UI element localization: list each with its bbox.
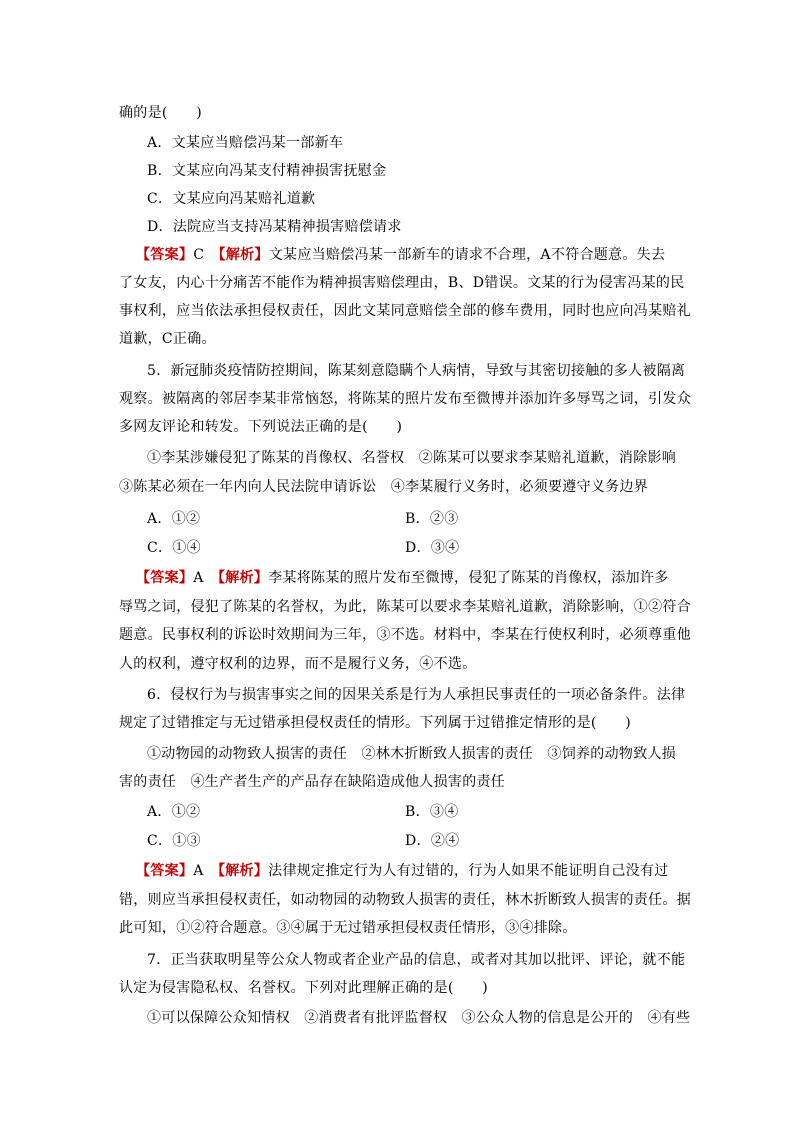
q5-analysis-line-2: 辱骂之词，侵犯了陈某的名誉权，为此，陈某可以要求李某赔礼道歉，消除影响，①②符合 [119, 599, 691, 615]
q6-option-c: C．①③ [147, 833, 201, 849]
q6-option-d: D．②④ [405, 833, 460, 849]
answer-value: C [193, 247, 205, 263]
analysis-tag: 【解析】 [218, 247, 269, 263]
q4-answer-line [136, 245, 696, 265]
answer-tag: 【答案】 [136, 570, 194, 586]
q5-statements-line-1: ①李某涉嫌侵犯了陈某的肖像权、名誉权 ②陈某可以要求李某赔礼道歉，消除影响 [147, 450, 677, 466]
q4-option-d: D．法院应当支持冯某精神损害赔偿请求 [147, 219, 402, 235]
q5-analysis-line-3: 题意。民事权利的诉讼时效期间为三年，③不选。材料中，李某在行使权利时，必须尊重他 [119, 627, 691, 643]
q6-statements-line-2: 害的责任 ④生产者生产的产品存在缺陷造成他人损害的责任 [119, 774, 506, 790]
q6-analysis-line-3: 此可知，①②符合题意。③④属于无过错承担侵权责任情形，③④排除。 [119, 920, 577, 936]
q6-answer-line [136, 861, 696, 881]
q6-analysis-line-2: 错，则应当承担侵权责任，如动物园的动物致人损害的责任，林木折断致人损害的责任。据 [119, 892, 691, 908]
q4-option-a: A．文某应当赔偿冯某一部新车 [147, 135, 344, 151]
q4-option-c: C．文某应向冯某赔礼道歉 [147, 191, 316, 207]
q6-stem-line-1: 6．侵权行为与损害事实之间的因果关系是行为人承担民事责任的一项必备条件。法律 [147, 687, 686, 703]
q6-statements-line-1: ①动物园的动物致人损害的责任 ②林木折断致人损害的责任 ③饲养的动物致人损 [147, 746, 677, 762]
q7-stem-line-1: 7．正当获取明星等公众人物或者企业产品的信息，或者对其加以批评、评论，就不能 [147, 952, 686, 968]
q4-analysis-line-2: 了女友，内心十分痛苦不能作为精神损害赔偿理由，B、D错误。文某的行为侵害冯某的民 [119, 275, 685, 291]
answer-value: A [193, 570, 204, 586]
q5-statements-line-2: ③陈某必须在一年内向人民法院申请诉讼 ④李某履行义务时，必须要遵守义务边界 [119, 479, 649, 495]
analysis-text: 法律规定推定行为人有过错的，行为人如果不能证明自己没有过 [268, 863, 669, 879]
q4-stem-end: 确的是( ) [119, 105, 203, 121]
q6-option-b: B．③④ [405, 804, 459, 820]
analysis-tag: 【解析】 [217, 863, 269, 879]
q5-stem-line-2: 观察。被隔离的邻居李某非常恼怒，将陈某的照片发布至微博并添加许多辱骂之词，引发众 [119, 391, 691, 407]
q5-option-c: C．①④ [147, 540, 201, 556]
q5-option-b: B．②③ [405, 511, 459, 527]
q7-statements-line-1: ①可以保障公众知情权 ②消费者有批评监督权 ③公众人物的信息是公开的 ④有些 [147, 1010, 691, 1026]
q4-option-b: B．文某应向冯某支付精神损害抚慰金 [147, 163, 387, 179]
q4-analysis-line-3: 事权利，应当依法承担侵权责任，因此文某同意赔偿全部的修车费用，同时也应向冯某赔礼 [119, 303, 691, 319]
q6-stem-line-2: 规定了过错推定与无过错承担侵权责任的情形。下列属于过错推定情形的是( ) [119, 715, 632, 731]
q5-option-d: D．③④ [405, 540, 460, 556]
analysis-tag: 【解析】 [217, 570, 269, 586]
q5-answer-line [136, 568, 696, 588]
q5-option-a: A．①② [147, 511, 201, 527]
q5-stem-line-3: 多网友评论和转发。下列说法正确的是( ) [119, 419, 403, 435]
answer-value: A [193, 863, 204, 879]
q5-analysis-line-4: 人的权利，遵守权利的边界，而不是履行义务，④不选。 [119, 656, 477, 672]
q4-analysis-line-4: 道歉，C正确。 [119, 331, 216, 347]
analysis-text: 李某将陈某的照片发布至微博，侵犯了陈某的肖像权，添加许多 [268, 570, 669, 586]
answer-tag: 【答案】 [136, 863, 194, 879]
answer-tag: 【答案】 [136, 247, 194, 263]
q6-option-a: A．①② [147, 804, 201, 820]
q7-stem-line-2: 认定为侵害隐私权、名誉权。下列对此理解正确的是( ) [119, 980, 489, 996]
q5-stem-line-1: 5．新冠肺炎疫情防控期间，陈某刻意隐瞒个人病情，导致与其密切接触的多人被隔离 [147, 363, 686, 379]
analysis-text: 文某应当赔偿冯某一部新车的请求不合理，A不符合题意。失去 [268, 247, 666, 263]
